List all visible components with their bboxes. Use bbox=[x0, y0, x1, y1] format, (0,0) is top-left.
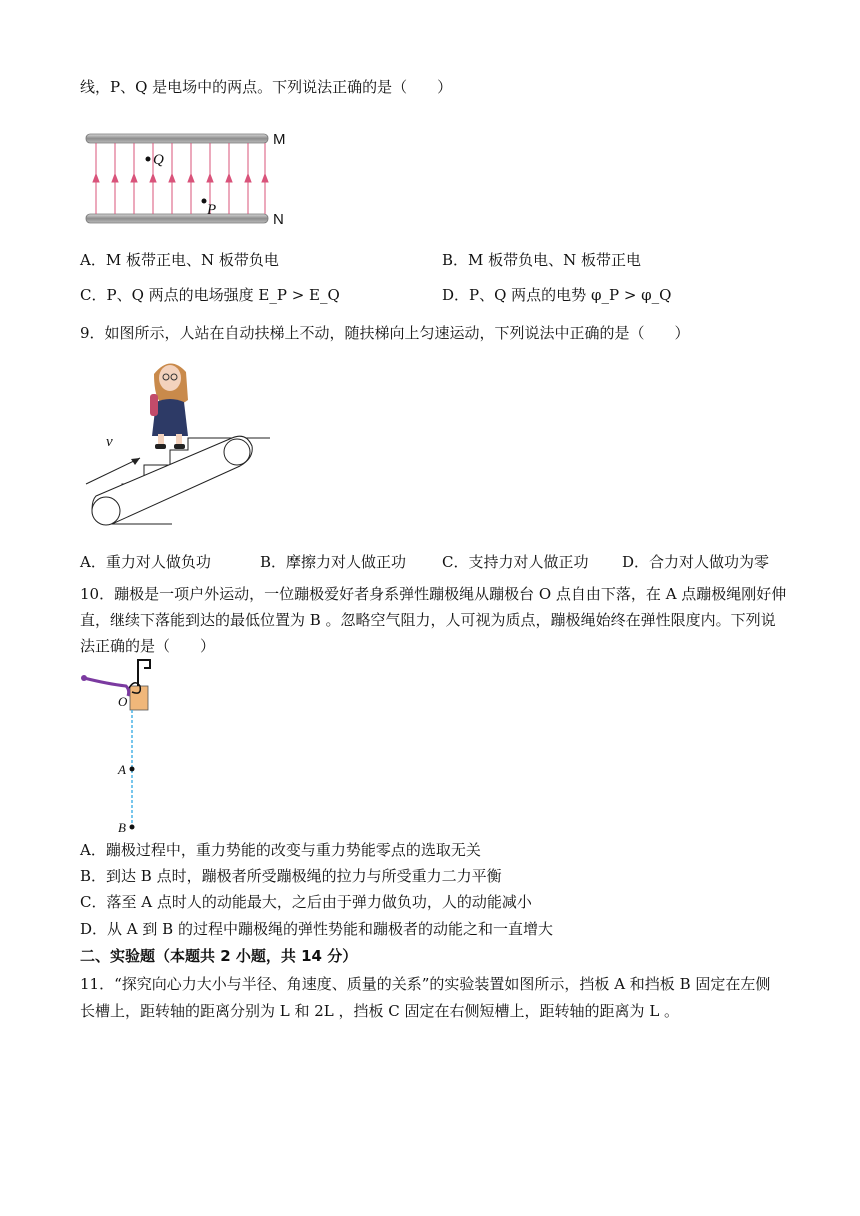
q8-stem: 线，P、Q 是电场中的两点。下列说法正确的是（ ） bbox=[80, 78, 453, 96]
q10-option-b: B．到达 B 点时，蹦极者所受蹦极绳的拉力与所受重力二力平衡 bbox=[80, 867, 502, 885]
label-v: v bbox=[106, 434, 113, 450]
label-o: O bbox=[118, 694, 128, 709]
q9-stem: 9．如图所示，人站在自动扶梯上不动，随扶梯向上匀速运动，下列说法中正确的是（ ） bbox=[80, 324, 690, 342]
point-p bbox=[202, 199, 207, 204]
plate-m bbox=[86, 134, 268, 143]
field-lines bbox=[93, 143, 268, 214]
q10-stem-line-1: 10．蹦极是一项户外运动，一位蹦极爱好者身系弹性蹦极绳从蹦极台 O 点自由下落，在 A 点蹦极绳刚好伸 bbox=[80, 585, 787, 603]
platform bbox=[130, 686, 148, 710]
lower-roller bbox=[92, 497, 120, 525]
label-b: B bbox=[118, 820, 126, 835]
label-m: M bbox=[273, 131, 286, 148]
q9-option-d: D．合力对人做功为零 bbox=[622, 553, 770, 571]
q8-option-c: C．P、Q 两点的电场强度 E_P > E_Q bbox=[80, 286, 340, 304]
q9-option-c: C．支持力对人做正功 bbox=[442, 553, 589, 571]
point-q bbox=[146, 157, 151, 162]
q8-option-b: B．M 板带负电、N 板带正电 bbox=[442, 251, 642, 269]
q9-figure-escalator bbox=[84, 354, 274, 526]
q10-option-c: C．落至 A 点时人的动能最大，之后由于弹力做负功，人的动能减小 bbox=[80, 893, 532, 911]
label-p: P bbox=[207, 202, 217, 218]
q8-option-d: D．P、Q 两点的电势 φ_P > φ_Q bbox=[442, 286, 672, 304]
upper-roller bbox=[224, 439, 250, 465]
q9-option-b: B．摩擦力对人做正功 bbox=[260, 553, 407, 571]
q11-stem-line-1: 11．“探究向心力大小与半径、角速度、质量的关系”的实验装置如图所示，挡板 A 和挡板 B 固定在左侧 bbox=[80, 975, 771, 993]
q10-option-d: D．从 A 到 B 的过程中蹦极绳的弹性势能和蹦极者的动能之和一直增大 bbox=[80, 920, 553, 938]
q10-figure-bungee bbox=[78, 656, 158, 836]
girl-figure bbox=[150, 363, 188, 449]
label-a: A bbox=[118, 762, 126, 777]
point-b bbox=[130, 825, 135, 830]
label-n: N bbox=[273, 211, 284, 228]
q10-option-a: A．蹦极过程中，重力势能的改变与重力势能零点的选取无关 bbox=[80, 841, 481, 859]
q11-stem-line-2: 长槽上，距转轴的距离分别为 L 和 2L ，挡板 C 固定在右侧短槽上，距转轴的距离为 L 。 bbox=[80, 1002, 680, 1020]
q10-stem-line-3: 法正确的是（ ） bbox=[80, 637, 216, 655]
q8-option-a: A．M 板带正电、N 板带负电 bbox=[80, 251, 279, 269]
point-a bbox=[130, 767, 135, 772]
plate-n bbox=[86, 214, 268, 223]
q9-option-a: A．重力对人做负功 bbox=[80, 553, 211, 571]
q10-stem-line-2: 直，继续下落能到达的最低位置为 B 。忽略空气阻力，人可视为质点，蹦极绳始终在弹性限度内。下列说 bbox=[80, 611, 776, 629]
section-heading: 二、实验题（本题共 2 小题，共 14 分） bbox=[80, 947, 358, 965]
q8-figure-plates bbox=[84, 128, 294, 228]
label-q: Q bbox=[153, 152, 164, 168]
